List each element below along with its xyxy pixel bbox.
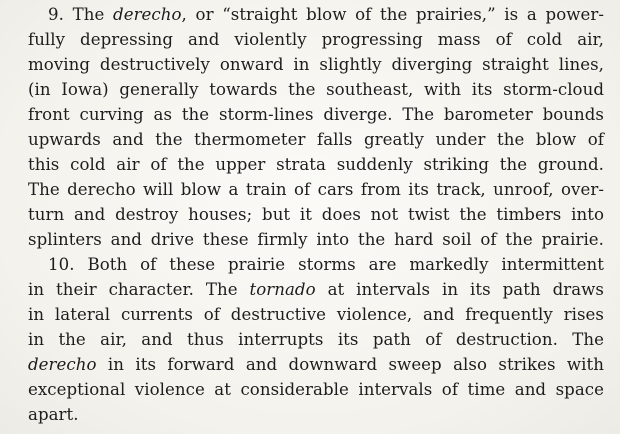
italic-term: derecho xyxy=(113,5,182,24)
text-line xyxy=(28,102,604,127)
text-segment: exceptional violence at considerable intervals of time and space xyxy=(28,380,604,399)
text-line xyxy=(28,402,79,427)
text-segment: moving destructively onward in slightly diverging straight lines, xyxy=(28,55,604,74)
text-line xyxy=(28,277,604,302)
text-line xyxy=(28,227,604,252)
paragraph-number: 10. xyxy=(48,255,75,274)
text-line xyxy=(28,377,604,402)
text-segment: front curving as the storm-lines diverge. The barometer bounds xyxy=(28,105,604,124)
text-line xyxy=(28,127,604,152)
italic-term: derecho xyxy=(28,355,97,374)
text-segment: in its forward and downward sweep also strikes with xyxy=(96,355,604,374)
text-segment: Both of these prairie storms are markedly intermittent xyxy=(87,255,604,274)
text-line xyxy=(28,327,604,352)
text-segment: in lateral currents of destructive violence, and frequently rises xyxy=(28,305,604,324)
paragraph-number: 9. xyxy=(48,5,64,24)
text-segment: apart. xyxy=(28,405,79,424)
text-segment: this cold air of the upper strata suddenly striking the ground. xyxy=(28,155,604,174)
text-segment: The derecho will blow a train of cars from its track, unroof, over- xyxy=(28,180,604,199)
text-line xyxy=(28,352,604,377)
text-line xyxy=(28,52,604,77)
text-segment: in the air, and thus interrupts its path of destruction. The xyxy=(28,330,604,349)
italic-term: tornado xyxy=(249,280,316,299)
text-segment: The xyxy=(72,5,114,24)
text-line xyxy=(28,77,604,102)
text-line xyxy=(28,177,604,202)
text-segment: turn and destroy houses; but it does not twist the timbers into xyxy=(28,205,604,224)
text-line xyxy=(28,27,604,52)
text-segment: splinters and drive these firmly into the hard soil of the prairie. xyxy=(28,230,604,249)
text-segment: fully depressing and violently progressing mass of cold air, xyxy=(28,30,604,49)
text-line xyxy=(28,202,604,227)
text-line xyxy=(48,2,604,27)
text-line xyxy=(48,252,604,277)
text-line xyxy=(28,152,604,177)
text-line xyxy=(28,302,604,327)
text-segment: in their character. The xyxy=(28,280,250,299)
text-segment: , or “straight blow of the prairies,” is a power- xyxy=(181,5,604,24)
text-segment: (in Iowa) generally towards the southeast, with its storm-cloud xyxy=(28,80,604,99)
text-segment: upwards and the thermometer falls greatly under the blow of xyxy=(28,130,604,149)
text-segment: at intervals in its path draws xyxy=(315,280,604,299)
